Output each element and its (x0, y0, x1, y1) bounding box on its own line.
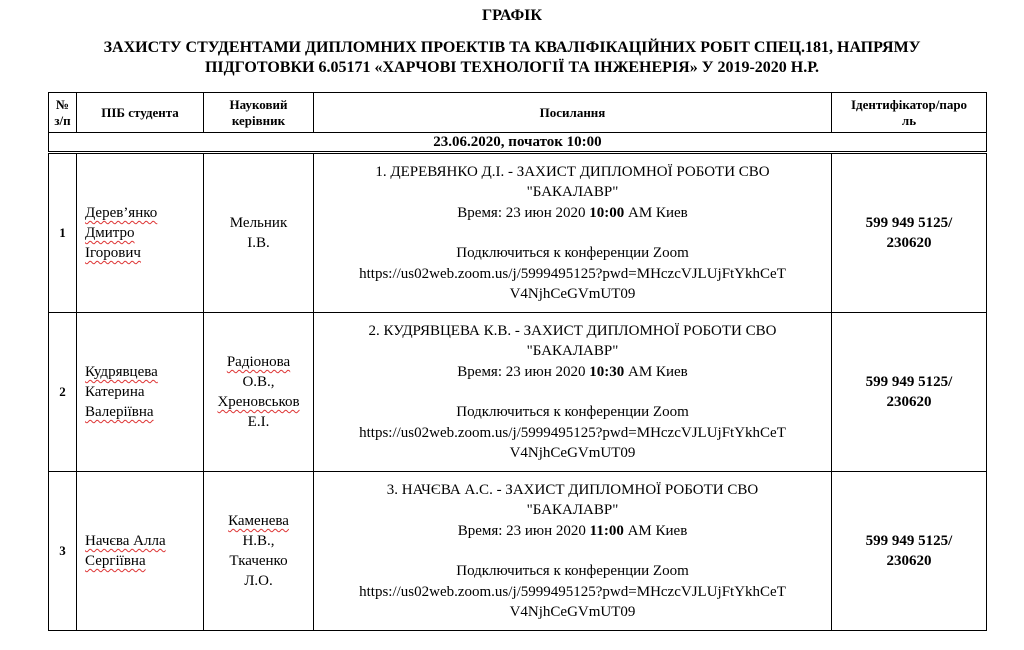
meeting-time (316, 362, 829, 383)
student-name-line: Ігорович (85, 245, 141, 261)
identifier-password (832, 153, 987, 313)
student-name (77, 313, 204, 472)
supervisor-line: Хреновськов (217, 394, 300, 410)
time-suffix: AM Киев (624, 204, 688, 221)
header-num-line2: з/п (54, 112, 71, 128)
header-num (49, 93, 77, 133)
meeting-time (316, 203, 829, 224)
supervisor (204, 313, 314, 472)
subtitle-line-1: ЗАХИСТУ СТУДЕНТАМИ ДИПЛОМНИХ ПРОЕКТІВ ТА КВАЛІФІКАЦІЙНИХ РОБІТ СПЕЦ.181, НАПРЯМУ (103, 39, 921, 56)
header-ident-line1: Ідентифікатор/паро (850, 96, 968, 112)
zoom-url-line2[interactable]: V4NjhCeGVmUT09 (509, 286, 636, 302)
conference-link-cell (314, 153, 832, 313)
supervisor-line: Мельник (229, 215, 288, 231)
student-name-line: Кудрявцева (85, 364, 158, 380)
row-number: 1 (49, 153, 77, 313)
subtitle-line-2: ПІДГОТОВКИ 6.05171 «ХАРЧОВІ ТЕХНОЛОГІЇ ТА ІНЖЕНЕРІЯ» У 2019-2020 Н.Р. (204, 59, 820, 76)
student-name-line: Валеріївна (85, 404, 154, 420)
student-name-line: Дмитро (85, 225, 135, 241)
date-cell: 23.06.2020, початок 10:00 (49, 133, 987, 153)
supervisor-line: І.В. (247, 235, 270, 251)
student-name-line: Катерина (85, 384, 145, 400)
identifier: 599 949 5125/ (865, 533, 953, 549)
supervisor-line: Ткаченко (229, 553, 288, 569)
time-value: 10:00 (589, 204, 625, 221)
time-suffix: AM Киев (623, 522, 688, 539)
link-title-line2: "БАКАЛАВР" (526, 184, 619, 200)
connect-text: Подключиться к конференции Zoom (456, 245, 689, 261)
time-suffix: AM Киев (624, 363, 688, 380)
header-link: Посилання (314, 93, 832, 133)
time-prefix: Время: 23 июн 2020 (457, 363, 590, 380)
header-ident (832, 93, 987, 133)
conference-link-cell (314, 472, 832, 631)
supervisor-line: Е.І. (247, 414, 270, 430)
supervisor-line: Н.В., (242, 533, 275, 549)
header-student: ПІБ студента (77, 93, 204, 133)
identifier: 599 949 5125/ (865, 215, 953, 231)
conference-link-cell (314, 313, 832, 472)
time-prefix: Время: 23 июн 2020 (457, 522, 590, 539)
header-num-line1: № (55, 96, 70, 112)
student-name-line: Начєва Алла (85, 533, 166, 549)
time-value: 10:30 (589, 363, 625, 380)
zoom-url-line2[interactable]: V4NjhCeGVmUT09 (509, 604, 636, 620)
link-title-line1: 3. НАЧЄВА А.С. - ЗАХИСТ ДИПЛОМНОЇ РОБОТИ СВО (386, 481, 759, 498)
supervisor (204, 472, 314, 631)
row-number: 3 (49, 472, 77, 631)
header-supervisor (204, 93, 314, 133)
supervisor-line: Л.О. (244, 573, 273, 589)
link-title-line1: 2. КУДРЯВЦЕВА К.В. - ЗАХИСТ ДИПЛОМНОЇ РОБОТИ СВО (368, 322, 777, 339)
student-name (77, 153, 204, 313)
connect-text: Подключиться к конференции Zoom (456, 563, 689, 579)
password: 230620 (886, 394, 932, 410)
header-ident-line2: ль (901, 112, 917, 128)
time-prefix: Время: 23 июн 2020 (457, 204, 590, 221)
time-value: 11:00 (589, 522, 624, 539)
identifier-password (832, 472, 987, 631)
zoom-url-line1[interactable]: https://us02web.zoom.us/j/5999495125?pwd=MHczcVJLUjFtYkhCeT (359, 583, 786, 600)
document-title: ГРАФІК (481, 7, 543, 24)
link-title-line2: "БАКАЛАВР" (526, 343, 619, 359)
spacer (316, 382, 829, 402)
spacer (316, 223, 829, 243)
student-name-line: Сергіївна (85, 553, 146, 569)
spacer (316, 541, 829, 561)
supervisor (204, 153, 314, 313)
supervisor-line: Каменева (228, 513, 289, 529)
connect-text: Подключиться к конференции Zoom (456, 404, 689, 420)
zoom-url-line1[interactable]: https://us02web.zoom.us/j/5999495125?pwd=MHczcVJLUjFtYkhCeT (359, 424, 786, 441)
supervisor-line: О.В., (242, 374, 275, 390)
zoom-url-line2[interactable]: V4NjhCeGVmUT09 (509, 445, 636, 461)
document-subtitle (40, 38, 984, 78)
schedule-table (48, 92, 987, 631)
password: 230620 (886, 235, 932, 251)
identifier-password (832, 313, 987, 472)
zoom-url-line1[interactable]: https://us02web.zoom.us/j/5999495125?pwd=MHczcVJLUjFtYkhCeT (359, 265, 786, 282)
table-row (49, 313, 987, 472)
date-row (49, 133, 987, 153)
student-name (77, 472, 204, 631)
link-title-line1: 1. ДЕРЕВЯНКО Д.І. - ЗАХИСТ ДИПЛОМНОЇ РОБОТИ СВО (375, 163, 770, 180)
supervisor-line: Радіонова (226, 354, 291, 370)
password: 230620 (886, 553, 932, 569)
row-number: 2 (49, 313, 77, 472)
header-supervisor-line2: керівник (231, 112, 286, 128)
table-row (49, 472, 987, 631)
meeting-time (316, 521, 829, 542)
table-row (49, 153, 987, 313)
student-name-line: Дерев’янко (85, 205, 158, 221)
identifier: 599 949 5125/ (865, 374, 953, 390)
header-supervisor-line1: Науковий (229, 96, 288, 112)
table-header-row (49, 93, 987, 133)
link-title-line2: "БАКАЛАВР" (526, 502, 619, 518)
